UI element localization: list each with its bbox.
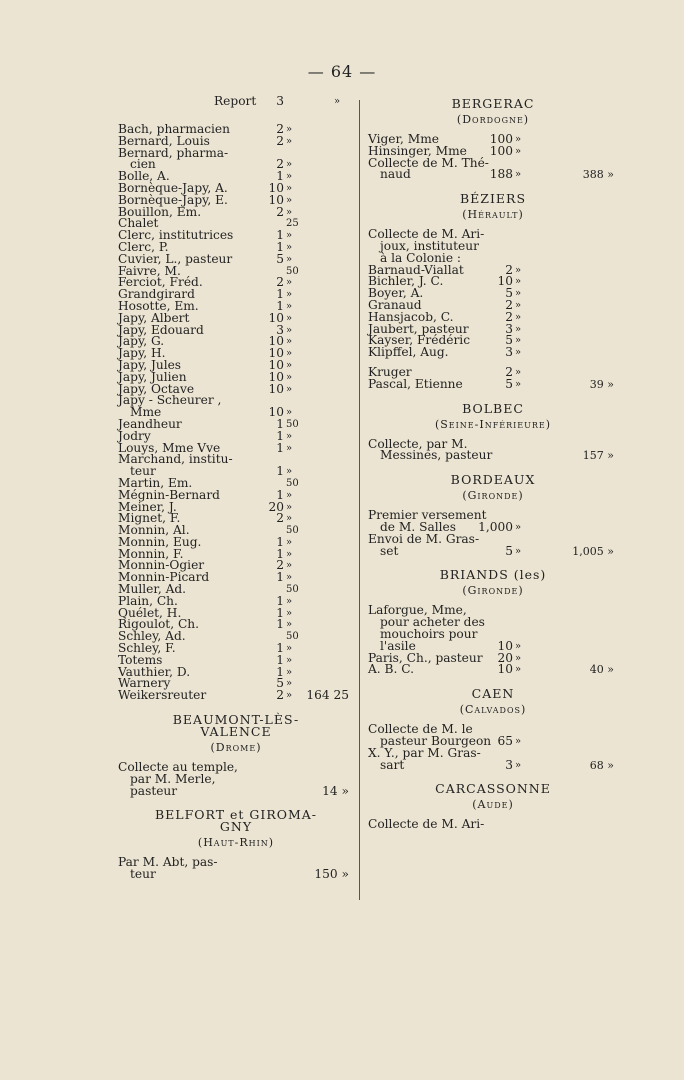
entry-name: Ferciot, Fréd. xyxy=(118,275,203,290)
list-item xyxy=(368,819,618,831)
entry-name: naud xyxy=(380,167,411,182)
entry-amount: 2 xyxy=(505,364,513,379)
entry-amount: 5 xyxy=(276,676,284,691)
left-entries xyxy=(118,124,354,702)
entry-amount: 10 xyxy=(497,638,513,653)
entry-cents: » xyxy=(515,759,522,771)
entry-name: Cuvier, L., pasteur xyxy=(118,251,233,266)
entry-name: Hansjacob, C. xyxy=(368,309,454,324)
entry-name: Klipffel, Aug. xyxy=(368,345,449,360)
entry-cents: » xyxy=(286,466,293,478)
section xyxy=(368,400,618,463)
entry-cents: » xyxy=(515,521,522,533)
entry-name: pasteur Bourgeon xyxy=(380,733,492,748)
entry-name: Monnin, Al. xyxy=(118,523,190,538)
entry-amount: 5 xyxy=(505,333,513,348)
entry-cents: » xyxy=(286,359,293,371)
entry-total: 14 » xyxy=(322,783,349,798)
entry-name: Bernard, pharma- xyxy=(118,145,229,160)
entry-total: 150 » xyxy=(314,867,349,882)
entry-cents: » xyxy=(286,501,293,513)
entry-amount: 1 xyxy=(276,440,284,455)
entry-name: Japy, Jules xyxy=(118,357,182,372)
entry-name: Chalet xyxy=(118,216,159,231)
entry-name: Bornèque-Japy, A. xyxy=(118,180,228,195)
entry-name: Bornèque-Japy, E. xyxy=(118,192,228,207)
entry-total: 157 » xyxy=(582,449,614,463)
entry-amount: 1 xyxy=(276,605,284,620)
entry-cents: 25 xyxy=(286,218,299,230)
entry-name: Grandgirard xyxy=(118,287,195,302)
entry-amount: 10 xyxy=(268,180,284,195)
entry-name: Schley, Ad. xyxy=(118,629,186,644)
entry-name: Paris, Ch., pasteur xyxy=(368,650,483,665)
entry-name: Monnin, Eug. xyxy=(118,534,202,549)
entry-amount: 10 xyxy=(268,346,284,361)
section-title: BELFORT et GIROMA- xyxy=(154,807,318,823)
section-department: (Drome) xyxy=(210,741,262,755)
section-title: CARCASSONNE xyxy=(435,781,551,797)
entry-cents: » xyxy=(286,312,293,324)
entry-amount: 2 xyxy=(276,157,284,172)
right-column xyxy=(368,96,618,831)
entry-cents: » xyxy=(515,545,522,557)
list-item xyxy=(118,783,354,798)
entry-cents: » xyxy=(515,735,522,747)
section xyxy=(118,809,354,881)
entry-name: Japy, H. xyxy=(118,346,166,361)
section-department: (Gironde) xyxy=(462,584,524,598)
entry-name: Bernard, Louis xyxy=(118,133,210,148)
entry-amount: 5 xyxy=(505,543,513,558)
entry-cents: » xyxy=(286,536,293,548)
entry-cents: » xyxy=(286,135,293,147)
entry-amount: 100 xyxy=(489,132,513,146)
entry-name: Collecte au temple, xyxy=(118,760,238,775)
entry-name: A. B. C. xyxy=(368,662,415,677)
entry-name: à la Colonie : xyxy=(380,250,462,265)
list-item xyxy=(118,869,354,881)
entry-name: Par M. Abt, pas- xyxy=(118,855,218,870)
entry-name: Envoi de M. Gras- xyxy=(368,531,480,546)
entry-cents: » xyxy=(286,336,293,348)
entry-name: Mégnin-Bernard xyxy=(118,487,220,502)
section xyxy=(368,569,618,676)
entry-amount: 1 xyxy=(276,298,284,313)
entry-cents: » xyxy=(515,145,522,157)
entry-amount: 2 xyxy=(505,309,513,324)
report-cents: » xyxy=(334,96,341,107)
entry-total: 39 » xyxy=(589,377,614,391)
entry-cents: » xyxy=(286,324,293,336)
entry-amount: 10 xyxy=(497,662,513,677)
entry-total: 68 » xyxy=(589,758,614,772)
entry-amount: 5 xyxy=(505,376,513,391)
section-entries xyxy=(368,510,618,557)
entry-cents: » xyxy=(286,194,293,206)
entry-name: Quélet, H. xyxy=(118,605,182,620)
entry-name: Mignet, F. xyxy=(118,511,181,526)
entry-amount: 20 xyxy=(268,499,284,514)
section-entries xyxy=(118,857,354,881)
entry-cents: » xyxy=(286,654,293,666)
entry-cents: 50 xyxy=(286,584,299,596)
entry-cents: » xyxy=(286,182,293,194)
section xyxy=(368,474,618,557)
list-item xyxy=(368,347,618,359)
entry-amount: 188 xyxy=(489,167,513,182)
section-department: (Hérault) xyxy=(462,208,524,222)
section-entries xyxy=(368,819,618,831)
entry-cents: » xyxy=(286,383,293,395)
entry-name: Bichler, J. C. xyxy=(368,274,444,289)
entry-name: teur xyxy=(130,464,156,479)
report-label: Report xyxy=(214,94,257,108)
entry-name: joux, instituteur xyxy=(380,238,479,253)
entry-name: sart xyxy=(380,757,405,772)
entry-name: pour acheter des xyxy=(380,615,485,630)
entry-name: Mme xyxy=(130,405,162,420)
entry-name: Japy, Edouard xyxy=(118,322,204,337)
entry-name: Collecte de M. Ari- xyxy=(368,227,485,242)
section-title: BÉZIERS xyxy=(459,191,527,207)
entry-name: Muller, Ad. xyxy=(118,582,187,597)
entry-amount: 2 xyxy=(276,275,284,290)
entry-amount: 10 xyxy=(268,310,284,325)
entry-cents: » xyxy=(286,643,293,655)
page-number: — 64 — xyxy=(307,62,377,81)
entry-amount: 10 xyxy=(268,369,284,384)
entry-name: Japy, Albert xyxy=(118,310,190,325)
entry-amount: 20 xyxy=(497,650,513,665)
entry-cents: » xyxy=(515,311,522,323)
entry-cents: » xyxy=(515,378,522,390)
section-department: (Calvados) xyxy=(459,703,527,717)
section-entries xyxy=(368,229,618,390)
section-title: GNY xyxy=(219,819,253,835)
entry-cents: » xyxy=(286,560,293,572)
entry-cents: 50 xyxy=(286,525,299,537)
entry-cents: » xyxy=(286,206,293,218)
entry-name: de M. Salles xyxy=(380,519,456,534)
entry-cents: » xyxy=(286,607,293,619)
entry-cents: » xyxy=(515,264,522,276)
list-item xyxy=(368,543,618,558)
entry-cents: » xyxy=(286,171,293,183)
entry-amount: 1 xyxy=(276,617,284,632)
entry-cents: 50 xyxy=(286,418,299,430)
entry-amount: 100 xyxy=(489,143,513,158)
list-item xyxy=(368,664,618,676)
entry-cents: » xyxy=(515,299,522,311)
entry-amount: 2 xyxy=(276,122,284,136)
entry-cents: » xyxy=(286,548,293,560)
entry-cents: » xyxy=(286,300,293,312)
list-item xyxy=(368,745,618,760)
entry-amount: 1 xyxy=(276,534,284,549)
entry-cents: 50 xyxy=(286,477,299,489)
entry-name: Pascal, Etienne xyxy=(368,376,463,391)
entry-name: Hosotte, Em. xyxy=(118,298,199,313)
entry-amount: 1 xyxy=(276,546,284,561)
entry-amount: 3 xyxy=(505,757,513,772)
entry-name: Martin, Em. xyxy=(118,475,193,490)
entry-name: Marchand, institu- xyxy=(118,452,233,467)
entry-cents: 50 xyxy=(286,265,299,277)
entry-amount: 10 xyxy=(268,405,284,420)
entry-name: Rigoulot, Ch. xyxy=(118,617,199,632)
entry-name: Louys, Mme Vve xyxy=(118,440,221,455)
report-line xyxy=(166,96,354,110)
entry-cents: » xyxy=(286,666,293,678)
list-item xyxy=(368,169,618,181)
entry-cents: » xyxy=(286,513,293,525)
entry-cents: » xyxy=(286,241,293,253)
entry-name: Jodry xyxy=(118,428,151,443)
entry-amount: 2 xyxy=(276,558,284,573)
entry-amount: 10 xyxy=(268,357,284,372)
entry-cents: » xyxy=(286,289,293,301)
entry-cents: » xyxy=(286,348,293,360)
entry-amount: 1,000 xyxy=(478,519,513,534)
entry-total: 40 » xyxy=(589,663,614,677)
entry-name: Bolle, A. xyxy=(118,169,170,184)
entry-name: Jeandheur xyxy=(118,416,182,431)
entry-name: Schley, F. xyxy=(118,641,176,656)
entry-name: Premier versement xyxy=(368,508,487,523)
section-entries xyxy=(368,436,618,463)
entry-name: Clerc, institutrices xyxy=(118,228,234,243)
entry-cents: » xyxy=(286,277,293,289)
section-entries xyxy=(118,762,354,797)
entry-amount: 1 xyxy=(276,428,284,443)
entry-cents: » xyxy=(286,678,293,690)
entry-amount: 10 xyxy=(497,274,513,289)
entry-cents: » xyxy=(286,124,293,135)
section-department: (Aude) xyxy=(472,798,514,812)
list-item xyxy=(118,416,354,431)
entry-name: Kruger xyxy=(368,364,412,379)
entry-amount: 2 xyxy=(505,297,513,312)
entry-amount: 1 xyxy=(276,570,284,585)
entry-name: Weikersreuter xyxy=(118,688,207,703)
list-item xyxy=(368,376,618,391)
report-amount: 3 xyxy=(276,94,284,108)
entry-name: Boyer, A. xyxy=(368,286,424,301)
section xyxy=(368,688,618,771)
entry-name: teur xyxy=(130,867,156,882)
entry-name: Totems xyxy=(118,652,163,667)
right-sections xyxy=(368,98,618,831)
list-item xyxy=(118,690,354,702)
section-department: (Seine-Inférieure) xyxy=(434,417,552,431)
entry-cents: » xyxy=(286,371,293,383)
entry-name: Vauthier, D. xyxy=(118,664,191,679)
entry-cents: » xyxy=(515,169,522,181)
entry-total: 164 25 xyxy=(306,688,349,703)
entry-name: par M. Merle, xyxy=(130,771,216,786)
entry-amount: 2 xyxy=(276,688,284,703)
entry-cents: » xyxy=(515,276,522,288)
entry-amount: 65 xyxy=(497,733,513,748)
entry-name: Messines, pasteur xyxy=(380,448,493,463)
list-item xyxy=(368,450,618,462)
entry-name: Granaud xyxy=(368,297,422,312)
entry-name: pasteur xyxy=(130,783,178,798)
entry-cents: » xyxy=(515,652,522,664)
entry-name: l'asile xyxy=(380,638,416,653)
entry-cents: » xyxy=(286,572,293,584)
entry-cents: » xyxy=(515,323,522,335)
entry-name: Faivre, M. xyxy=(118,263,181,278)
section xyxy=(368,98,618,181)
section-title: BOLBEC xyxy=(462,400,524,416)
entry-amount: 5 xyxy=(276,251,284,266)
entry-name: Monnin, F. xyxy=(118,546,184,561)
entry-amount: 2 xyxy=(276,133,284,148)
entry-cents: » xyxy=(286,230,293,242)
entry-name: Bach, pharmacien xyxy=(118,122,230,136)
section-entries xyxy=(368,605,618,676)
section xyxy=(368,783,618,831)
column-divider xyxy=(359,100,360,900)
left-sections xyxy=(118,714,354,881)
entry-cents: » xyxy=(515,640,522,652)
entry-name: Barnaud-Viallat xyxy=(368,262,464,277)
entry-amount: 1 xyxy=(276,239,284,254)
entry-cents: » xyxy=(515,664,522,676)
entry-amount: 1 xyxy=(276,664,284,679)
list-item xyxy=(368,531,618,546)
entry-amount: 2 xyxy=(276,511,284,526)
entry-cents: » xyxy=(515,366,522,378)
entry-name: Collecte de M. Ari- xyxy=(368,817,485,832)
section-title: CAEN xyxy=(471,686,515,702)
entry-amount: 1 xyxy=(276,416,284,431)
entry-name: Warnery xyxy=(118,676,171,691)
entry-cents: » xyxy=(286,595,293,607)
entry-amount: 10 xyxy=(268,192,284,207)
entry-name: Collecte de M. Thé- xyxy=(368,155,489,170)
entry-cents: » xyxy=(286,253,293,265)
entry-name: Monnin-Ogier xyxy=(118,558,205,573)
entry-amount: 10 xyxy=(268,334,284,349)
entry-name: Meiner, J. xyxy=(118,499,177,514)
section-title: BRIANDS (les) xyxy=(439,567,547,583)
entry-amount: 1 xyxy=(276,169,284,184)
entry-amount: 3 xyxy=(505,321,513,336)
entry-cents: » xyxy=(286,690,293,702)
entry-amount: 1 xyxy=(276,228,284,243)
entry-cents: » xyxy=(286,619,293,631)
list-item xyxy=(368,757,618,772)
entry-amount: 1 xyxy=(276,464,284,479)
section-title: BERGERAC xyxy=(451,96,535,111)
entry-cents: » xyxy=(515,335,522,347)
entry-amount: 1 xyxy=(276,487,284,502)
entry-cents: » xyxy=(286,407,293,419)
entry-amount: 3 xyxy=(505,345,513,360)
section-title: VALENCE xyxy=(200,724,272,740)
entry-cents: » xyxy=(286,159,293,171)
section-department: (Gironde) xyxy=(462,489,524,503)
entry-amount: 3 xyxy=(276,322,284,337)
entry-amount: 1 xyxy=(276,641,284,656)
entry-cents: 50 xyxy=(286,631,299,643)
entry-name: Kayser, Frédéric xyxy=(368,333,471,348)
entry-name: Japy, Julien xyxy=(118,369,187,384)
entry-cents: » xyxy=(286,489,293,501)
entry-name: Hinsinger, Mme xyxy=(368,143,467,158)
entry-name: Monnin-Picard xyxy=(118,570,210,585)
entry-amount: 1 xyxy=(276,287,284,302)
entry-name: Laforgue, Mme, xyxy=(368,603,467,618)
entry-name: Japy - Scheurer , xyxy=(118,393,222,408)
entry-amount: 2 xyxy=(276,204,284,219)
entry-name: Plain, Ch. xyxy=(118,593,178,608)
entry-name: mouchoirs pour xyxy=(380,626,478,641)
entry-name: Japy, G. xyxy=(118,334,165,349)
section-department: (Dordogne) xyxy=(456,113,530,126)
entry-cents: » xyxy=(515,288,522,300)
entry-name: Clerc, P. xyxy=(118,239,169,254)
entry-total: 388 » xyxy=(582,168,614,182)
entry-amount: 2 xyxy=(505,262,513,277)
section-department: (Haut-Rhin) xyxy=(197,836,275,850)
entry-amount: 1 xyxy=(276,593,284,608)
entry-name: Jaubert, pasteur xyxy=(368,321,469,336)
entry-name: X. Y., par M. Gras- xyxy=(368,745,481,760)
entry-name: Viger, Mme xyxy=(368,132,439,146)
entry-name: Collecte, par M. xyxy=(368,436,468,451)
section xyxy=(118,714,354,797)
entry-name: Collecte de M. le xyxy=(368,722,473,737)
section-title: BEAUMONT-LÈS- xyxy=(172,712,300,728)
section-entries xyxy=(368,134,618,181)
entry-cents: » xyxy=(515,347,522,359)
entry-amount: 5 xyxy=(505,286,513,301)
entry-amount: 1 xyxy=(276,652,284,667)
entry-name: Japy, Octave xyxy=(118,381,195,396)
entry-amount: 10 xyxy=(268,381,284,396)
entry-name: Bouillon, Em. xyxy=(118,204,202,219)
entry-total: 1,005 » xyxy=(572,544,614,558)
left-column xyxy=(118,96,354,881)
entry-cents: » xyxy=(286,442,293,454)
section-title: BORDEAUX xyxy=(450,472,536,488)
entry-name: cien xyxy=(130,157,156,172)
entry-name: set xyxy=(380,543,399,558)
section-entries xyxy=(368,724,618,771)
entry-cents: » xyxy=(286,430,293,442)
entry-cents: » xyxy=(515,134,522,145)
section xyxy=(368,193,618,390)
